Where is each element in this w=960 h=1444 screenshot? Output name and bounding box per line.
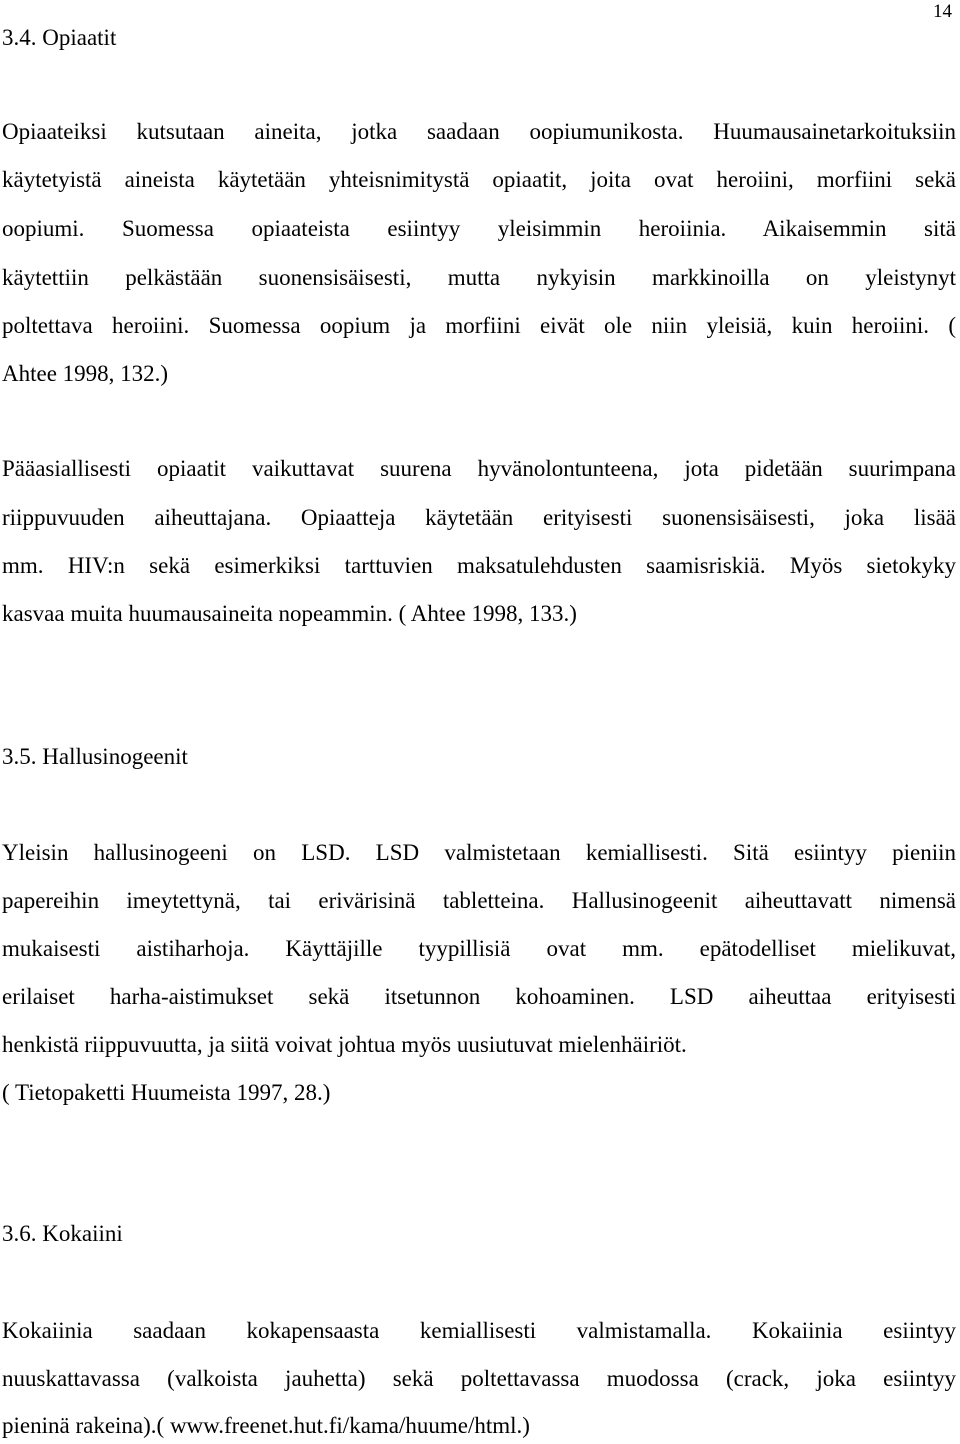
- paragraph-line: papereihin imeytettynä, tai erivärisinä tabletteina. Hallusinogeenit aiheuttavatt nimensä: [2, 888, 956, 913]
- paragraph-line: Pääasiallisesti opiaatit vaikuttavat suurena hyvänolontunteena, jota pidetään suurimpana: [2, 456, 956, 481]
- paragraph-line: mukaisesti aistiharhoja. Käyttäjille tyypillisiä ovat mm. epätodelliset mielikuvat,: [2, 936, 956, 961]
- paragraph-line: riippuvuuden aiheuttajana. Opiaatteja käytetään erityisesti suonensisäisesti, joka lisää: [2, 505, 956, 530]
- paragraph-line: oopiumi. Suomessa opiaateista esiintyy yleisimmin heroiinia. Aikaisemmin sitä: [2, 216, 956, 241]
- paragraph-line: pieninä rakeina).( www.freenet.hut.fi/kama/huume/html.): [2, 1413, 530, 1438]
- paragraph-line: Kokaiinia saadaan kokapensaasta kemiallisesti valmistamalla. Kokaiinia esiintyy: [2, 1318, 956, 1343]
- paragraph-line: Yleisin hallusinogeeni on LSD. LSD valmistetaan kemiallisesti. Sitä esiintyy pieniin: [2, 840, 956, 865]
- paragraph-line: nuuskattavassa (valkoista jauhetta) sekä poltettavassa muodossa (crack, joka esiintyy: [2, 1366, 956, 1391]
- paragraph-line: poltettava heroiini. Suomessa oopium ja morfiini eivät ole niin yleisiä, kuin heroiini. (: [2, 313, 956, 338]
- paragraph-line: henkistä riippuvuutta, ja siitä voivat johtua myös uusiutuvat mielenhäiriöt.: [2, 1032, 687, 1057]
- paragraph-line: Ahtee 1998, 132.): [2, 361, 169, 386]
- paragraph-line: ( Tietopaketti Huumeista 1997, 28.): [2, 1080, 331, 1105]
- paragraph-line: kasvaa muita huumausaineita nopeammin. ( Ahtee 1998, 133.): [2, 601, 577, 626]
- paragraph-line: erilaiset harha-aistimukset sekä itsetunnon kohoaminen. LSD aiheuttaa erityisesti: [2, 984, 956, 1009]
- paragraph-line: Opiaateiksi kutsutaan aineita, jotka saadaan oopiumunikosta. Huumausainetarkoituksiin: [2, 119, 956, 144]
- section-heading-kokaiini: 3.6. Kokaiini: [2, 1221, 123, 1246]
- section-heading-opiaatit: 3.4. Opiaatit: [2, 25, 117, 50]
- paragraph-line: käytettiin pelkästään suonensisäisesti, mutta nykyisin markkinoilla on yleistynyt: [2, 265, 956, 290]
- section-heading-hallusinogeenit: 3.5. Hallusinogeenit: [2, 744, 188, 769]
- paragraph-line: mm. HIV:n sekä esimerkiksi tarttuvien maksatulehdusten saamisriskiä. Myös sietokyky: [2, 553, 956, 578]
- paragraph-line: käytetyistä aineista käytetään yhteisnimitystä opiaatit, joita ovat heroiini, morfiini sekä: [2, 167, 956, 192]
- page-number: 14: [933, 1, 952, 22]
